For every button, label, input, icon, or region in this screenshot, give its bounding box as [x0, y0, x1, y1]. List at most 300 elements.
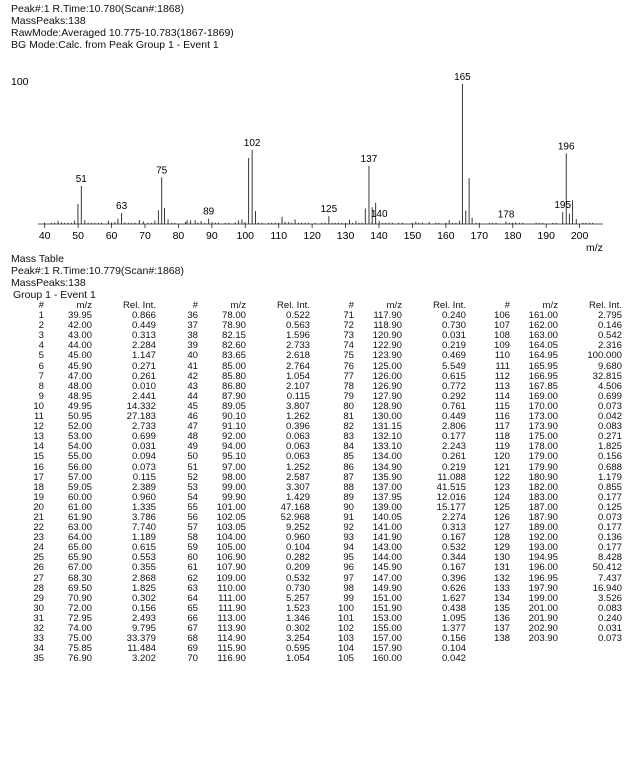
row-mz: 95.10: [221, 451, 246, 463]
peak-label-89: 89: [203, 206, 215, 218]
row-index: 114: [494, 390, 510, 402]
row-index: 70: [187, 653, 198, 665]
x-tick-label-80: 80: [172, 230, 185, 242]
row-index: 27: [33, 572, 44, 584]
row-index: 8: [38, 380, 44, 392]
row-index: 104: [338, 643, 355, 655]
row-index: 95: [343, 552, 354, 564]
row-rel-int: 1.054: [285, 653, 310, 665]
peak-label-196: 196: [557, 141, 575, 153]
row-rel-int: 0.115: [132, 471, 156, 483]
row-rel-int: 14.332: [126, 400, 156, 412]
row-rel-int: 2.806: [441, 421, 466, 433]
row-mz: 47.00: [67, 370, 92, 382]
row-mz: 76.90: [67, 653, 92, 665]
row-index: 65: [187, 602, 198, 614]
row-mz: 102.05: [216, 511, 246, 523]
row-index: 122: [494, 471, 511, 483]
row-mz: 173.90: [528, 421, 558, 433]
row-rel-int: 0.626: [441, 582, 466, 594]
row-rel-int: 2.389: [131, 481, 156, 493]
row-rel-int: 0.177: [597, 522, 622, 534]
row-index: 46: [187, 411, 198, 423]
row-rel-int: 1.189: [131, 532, 156, 544]
row-rel-int: 1.054: [285, 370, 310, 382]
x-tick-label-70: 70: [139, 230, 151, 242]
row-rel-int: 0.146: [597, 320, 622, 332]
row-index: 30: [33, 602, 44, 614]
row-index: 68: [187, 633, 198, 645]
row-mz: 151.90: [372, 602, 402, 614]
row-mz: 178.00: [528, 441, 558, 453]
row-mz: 149.90: [372, 582, 402, 594]
mass-table-masspeaks: MassPeaks:138: [11, 277, 86, 289]
row-rel-int: 3.786: [131, 511, 156, 523]
col-mz-header: m/z: [542, 300, 558, 311]
mass-table-row: [494, 634, 622, 644]
row-rel-int: 41.515: [436, 481, 466, 493]
row-mz: 153.00: [372, 612, 402, 624]
row-rel-int: 1.095: [441, 612, 466, 624]
row-index: 40: [187, 350, 198, 362]
row-rel-int: 0.063: [285, 431, 310, 443]
row-index: 112: [494, 370, 510, 382]
x-tick-label-190: 190: [537, 230, 555, 242]
row-mz: 78.00: [221, 310, 246, 322]
row-index: 75: [343, 350, 354, 362]
row-mz: 118.90: [373, 320, 402, 332]
row-mz: 192.00: [528, 532, 558, 544]
row-mz: 179.00: [528, 451, 558, 463]
row-index: 49: [187, 441, 198, 453]
row-index: 50: [187, 451, 198, 463]
row-mz: 115.90: [217, 643, 246, 655]
row-rel-int: 0.344: [441, 552, 466, 564]
bgmode-info: BG Mode:Calc. from Peak Group 1 - Event 1: [11, 39, 219, 51]
row-rel-int: 7.437: [597, 572, 622, 584]
row-rel-int: 0.396: [441, 572, 466, 584]
row-rel-int: 1.825: [597, 441, 622, 453]
peak-label-125: 125: [320, 204, 338, 216]
row-mz: 189.00: [528, 522, 558, 534]
col-mz-header: m/z: [76, 300, 92, 311]
row-rel-int: 52.968: [280, 511, 310, 523]
row-mz: 90.10: [221, 411, 246, 423]
row-rel-int: 0.156: [441, 633, 466, 645]
masspeaks-info: MassPeaks:138: [11, 15, 86, 27]
row-mz: 163.00: [528, 330, 558, 342]
row-rel-int: 1.596: [285, 330, 310, 342]
row-rel-int: 0.772: [441, 380, 466, 392]
row-index: 45: [187, 400, 198, 412]
row-index: 48: [187, 431, 198, 443]
row-rel-int: 0.073: [597, 511, 622, 523]
row-index: 101: [338, 612, 355, 624]
row-rel-int: 0.688: [597, 461, 622, 473]
row-mz: 59.05: [67, 481, 92, 493]
mass-table-column-2: [182, 301, 310, 664]
row-mz: 107.90: [216, 562, 246, 574]
row-mz: 54.00: [67, 441, 92, 453]
row-mz: 114.90: [217, 633, 246, 645]
row-mz: 199.00: [528, 592, 558, 604]
row-mz: 170.00: [528, 400, 558, 412]
row-rel-int: 3.202: [131, 653, 156, 665]
row-mz: 113.00: [217, 612, 246, 624]
row-rel-int: 0.136: [597, 532, 622, 544]
row-mz: 202.90: [528, 623, 558, 634]
peak-labels: [76, 72, 575, 220]
row-rel-int: 0.449: [441, 411, 466, 423]
row-mz: 196.95: [528, 572, 558, 584]
row-index: 10: [33, 400, 44, 412]
row-index: 117: [494, 421, 510, 433]
row-rel-int: 0.083: [597, 421, 622, 433]
row-rel-int: 1.627: [441, 592, 466, 604]
row-index: 87: [343, 471, 354, 483]
row-rel-int: 0.282: [285, 552, 310, 564]
row-mz: 45.00: [67, 350, 92, 362]
row-mz: 167.85: [528, 380, 558, 392]
col-idx-header: #: [504, 300, 510, 311]
row-rel-int: 0.031: [131, 441, 156, 453]
row-index: 52: [187, 471, 198, 483]
row-index: 53: [187, 481, 198, 493]
row-mz: 117.90: [373, 310, 402, 322]
row-index: 36: [187, 310, 198, 322]
x-tick-label-90: 90: [206, 230, 218, 242]
row-index: 77: [343, 370, 354, 382]
row-mz: 50.95: [67, 411, 92, 423]
row-rel-int: 2.733: [131, 421, 156, 433]
row-index: 125: [494, 501, 511, 513]
row-rel-int: 0.167: [441, 562, 466, 574]
row-index: 109: [494, 340, 511, 352]
row-index: 19: [33, 491, 44, 503]
row-rel-int: 2.441: [131, 390, 156, 402]
row-mz: 67.00: [67, 562, 92, 574]
row-rel-int: 0.042: [597, 411, 622, 423]
peak-label-140: 140: [370, 208, 388, 220]
row-index: 11: [34, 411, 44, 423]
row-index: 74: [343, 340, 354, 352]
row-index: 99: [343, 592, 354, 604]
row-rel-int: 0.292: [441, 390, 466, 402]
row-mz: 87.90: [221, 390, 246, 402]
row-mz: 75.85: [67, 643, 92, 655]
row-index: 6: [38, 360, 44, 372]
row-mz: 187.90: [528, 511, 558, 523]
row-index: 66: [187, 612, 198, 624]
row-index: 25: [33, 552, 44, 564]
row-index: 133: [494, 582, 511, 594]
row-index: 24: [33, 542, 44, 554]
row-mz: 48.95: [67, 390, 92, 402]
row-mz: 128.90: [372, 400, 402, 412]
row-mz: 85.00: [221, 360, 246, 372]
row-rel-int: 0.302: [131, 592, 156, 604]
row-mz: 182.00: [528, 481, 558, 493]
mass-table-row: [28, 654, 156, 664]
row-rel-int: 0.094: [131, 451, 156, 463]
x-axis-title: m/z: [586, 242, 603, 254]
row-rel-int: 1.825: [131, 582, 156, 594]
row-index: 17: [33, 471, 44, 483]
mass-table-peak-info: Peak#:1 R.Time:10.779(Scan#:1868): [11, 265, 184, 277]
row-rel-int: 0.063: [285, 451, 310, 463]
row-rel-int: 0.449: [131, 320, 156, 332]
row-mz: 169.00: [528, 390, 558, 402]
row-index: 103: [338, 633, 355, 645]
row-mz: 197.90: [528, 582, 558, 594]
row-index: 93: [343, 532, 354, 544]
row-index: 15: [33, 451, 44, 463]
row-rel-int: 0.615: [131, 542, 156, 554]
row-mz: 57.00: [67, 471, 92, 483]
row-index: 86: [343, 461, 354, 473]
row-index: 76: [343, 360, 354, 372]
row-index: 34: [33, 643, 44, 655]
row-rel-int: 3.307: [285, 481, 310, 493]
row-index: 98: [343, 582, 354, 594]
col-int-header: Rel. Int.: [588, 300, 622, 311]
row-index: 79: [343, 390, 354, 402]
row-rel-int: 0.866: [131, 310, 156, 322]
row-index: 12: [33, 421, 44, 433]
row-index: 81: [343, 411, 354, 423]
mass-table-row: [182, 452, 310, 462]
row-rel-int: 0.960: [131, 491, 156, 503]
row-rel-int: 0.730: [285, 582, 310, 594]
row-index: 1: [38, 310, 44, 322]
row-rel-int: 0.960: [285, 532, 310, 544]
row-index: 18: [33, 481, 44, 493]
row-index: 110: [494, 350, 510, 362]
row-rel-int: 2.587: [285, 471, 310, 483]
row-mz: 61.90: [67, 511, 92, 523]
row-rel-int: 0.177: [597, 542, 622, 554]
row-mz: 68.30: [67, 572, 92, 584]
row-mz: 164.95: [528, 350, 558, 362]
row-index: 78: [343, 380, 354, 392]
row-index: 129: [494, 542, 511, 554]
row-mz: 110.00: [217, 582, 246, 594]
row-mz: 162.00: [528, 320, 558, 332]
row-mz: 201.90: [528, 612, 558, 624]
row-rel-int: 0.313: [131, 330, 156, 342]
row-index: 60: [187, 552, 198, 564]
x-tick-label-120: 120: [303, 230, 321, 242]
row-rel-int: 47.168: [280, 501, 310, 513]
row-mz: 78.90: [221, 320, 246, 332]
mass-table-title: Mass Table: [11, 253, 64, 265]
row-index: 138: [494, 633, 511, 645]
row-index: 80: [343, 400, 354, 412]
peak-label-75: 75: [156, 165, 168, 177]
row-rel-int: 11.484: [127, 643, 156, 655]
row-mz: 111.00: [218, 592, 246, 604]
row-mz: 194.95: [528, 552, 558, 564]
row-rel-int: 5.549: [441, 360, 466, 372]
row-rel-int: 9.680: [597, 360, 622, 372]
row-mz: 91.10: [221, 421, 246, 433]
row-index: 118: [494, 431, 510, 443]
row-rel-int: 3.254: [285, 633, 310, 645]
row-mz: 126.90: [372, 380, 402, 392]
row-index: 22: [33, 522, 44, 534]
row-mz: 60.00: [67, 491, 92, 503]
row-index: 120: [494, 451, 511, 463]
x-tick-label-110: 110: [270, 230, 288, 242]
mass-table-row: [338, 452, 466, 462]
row-mz: 89.05: [221, 400, 246, 412]
row-index: 134: [494, 592, 511, 604]
row-index: 111: [495, 360, 510, 372]
row-mz: 116.90: [217, 653, 246, 665]
row-index: 29: [33, 592, 44, 604]
row-rel-int: 0.563: [285, 320, 310, 332]
peak-info: Peak#:1 R.Time:10.780(Scan#:1868): [11, 3, 184, 15]
row-index: 121: [494, 461, 511, 473]
row-rel-int: 0.532: [285, 572, 310, 584]
col-idx-header: #: [192, 300, 198, 311]
row-rel-int: 0.219: [441, 461, 466, 473]
row-index: 16: [33, 461, 44, 473]
row-index: 84: [343, 441, 354, 453]
row-mz: 72.00: [67, 602, 92, 614]
row-index: 37: [187, 320, 198, 332]
row-rel-int: 50.412: [592, 562, 622, 574]
row-index: 38: [187, 330, 198, 342]
row-mz: 97.00: [221, 461, 246, 473]
row-index: 62: [187, 572, 198, 584]
row-index: 71: [343, 310, 354, 322]
row-mz: 111.90: [218, 602, 246, 614]
row-mz: 82.60: [221, 340, 246, 352]
mass-table-row: [494, 452, 622, 462]
mass-table-row: [338, 654, 466, 664]
row-mz: 49.95: [67, 400, 92, 412]
x-tick-label-180: 180: [503, 230, 522, 242]
row-rel-int: 32.815: [592, 370, 622, 382]
row-mz: 101.00: [216, 501, 246, 513]
row-index: 137: [494, 623, 511, 634]
col-int-header: Rel. Int.: [432, 300, 466, 311]
row-rel-int: 0.209: [285, 562, 310, 574]
row-index: 108: [494, 330, 511, 342]
row-mz: 109.00: [216, 572, 246, 584]
row-rel-int: 0.177: [441, 431, 466, 443]
row-index: 136: [494, 612, 511, 624]
row-rel-int: 2.243: [441, 441, 466, 453]
row-mz: 187.00: [528, 501, 558, 513]
row-index: 126: [494, 511, 511, 523]
row-rel-int: 3.526: [597, 592, 622, 604]
mass-spectrum-chart: [0, 0, 624, 258]
row-index: 5: [38, 350, 44, 362]
row-index: 59: [187, 542, 198, 554]
row-index: 116: [494, 411, 510, 423]
row-rel-int: 0.167: [441, 532, 466, 544]
row-index: 44: [187, 390, 198, 402]
row-rel-int: 0.730: [441, 320, 466, 332]
row-mz: 175.00: [528, 431, 558, 443]
row-mz: 92.00: [221, 431, 246, 443]
row-mz: 196.00: [528, 562, 558, 574]
row-index: 91: [343, 511, 354, 523]
row-index: 41: [187, 360, 198, 372]
row-mz: 139.00: [372, 501, 402, 513]
row-index: 23: [33, 532, 44, 544]
row-rel-int: 0.522: [285, 310, 310, 322]
row-index: 55: [187, 501, 198, 513]
row-mz: 133.10: [372, 441, 402, 453]
row-mz: 179.90: [528, 461, 558, 473]
peak-label-195: 195: [554, 200, 572, 212]
row-rel-int: 7.740: [131, 522, 156, 534]
peak-label-102: 102: [243, 137, 261, 149]
row-index: 97: [343, 572, 354, 584]
row-mz: 173.00: [528, 411, 558, 423]
row-mz: 53.00: [67, 431, 92, 443]
row-mz: 44.00: [67, 340, 92, 352]
x-tick-label-50: 50: [72, 230, 84, 242]
mass-table-row: [182, 654, 310, 664]
row-rel-int: 0.031: [441, 330, 466, 342]
row-mz: 183.00: [528, 491, 558, 503]
row-rel-int: 0.553: [131, 552, 156, 564]
row-rel-int: 0.125: [597, 501, 622, 513]
row-rel-int: 0.396: [285, 421, 310, 433]
x-tick-label-40: 40: [38, 230, 51, 242]
row-index: 92: [343, 522, 354, 534]
row-index: 90: [343, 501, 354, 513]
peak-label-51: 51: [75, 173, 87, 185]
row-mz: 155.00: [372, 623, 402, 634]
row-index: 94: [343, 542, 354, 554]
row-rel-int: 2.493: [131, 612, 156, 624]
mass-table-column-4: [494, 301, 622, 644]
row-index: 31: [33, 612, 44, 624]
row-mz: 45.90: [67, 360, 92, 372]
row-mz: 157.90: [372, 643, 402, 655]
row-mz: 203.90: [528, 633, 558, 645]
row-index: 119: [494, 441, 510, 453]
row-index: 7: [38, 370, 44, 382]
row-rel-int: 1.523: [285, 602, 310, 614]
row-rel-int: 15.177: [436, 501, 466, 513]
row-rel-int: 8.428: [597, 552, 622, 564]
row-mz: 134.90: [372, 461, 402, 473]
row-mz: 48.00: [67, 380, 92, 392]
row-index: 51: [187, 461, 198, 473]
row-mz: 105.00: [216, 542, 246, 554]
col-idx-header: #: [348, 300, 354, 311]
row-rel-int: 0.063: [285, 441, 310, 453]
row-index: 113: [494, 380, 510, 392]
row-index: 47: [187, 421, 198, 433]
row-mz: 165.95: [528, 360, 558, 372]
row-index: 26: [33, 562, 44, 574]
row-rel-int: 0.219: [441, 340, 466, 352]
x-tick-label-130: 130: [336, 230, 355, 242]
row-mz: 145.90: [372, 562, 402, 574]
row-mz: 61.00: [67, 501, 92, 513]
row-index: 63: [187, 582, 198, 594]
row-rel-int: 0.761: [441, 400, 466, 412]
row-mz: 134.00: [372, 451, 402, 463]
row-rel-int: 0.073: [131, 461, 156, 473]
